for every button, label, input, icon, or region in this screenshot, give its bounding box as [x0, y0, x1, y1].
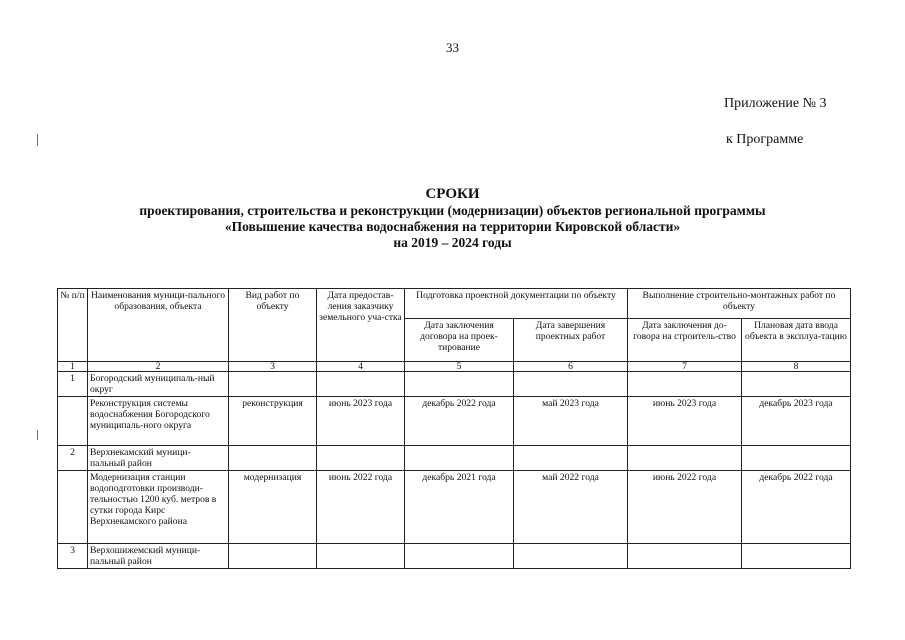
- program-label: к Программе: [726, 132, 804, 147]
- col-number: 6: [514, 362, 628, 372]
- col-number: 7: [628, 362, 742, 372]
- row-name: Верхнекамский муници-пальный район: [88, 446, 229, 471]
- row-build-contract: [628, 544, 742, 569]
- schedule-table: [57, 288, 851, 569]
- title-main: СРОКИ: [425, 186, 480, 202]
- table-row: [58, 397, 851, 446]
- row-build-commission: декабрь 2023 года: [742, 397, 851, 446]
- scan-speck: [37, 430, 38, 440]
- table-row: [58, 544, 851, 569]
- row-work-type: [229, 544, 317, 569]
- appendix-label: Приложение № 3: [724, 96, 827, 111]
- page-number: 33: [446, 40, 459, 55]
- col-number: 1: [58, 362, 88, 372]
- row-num: [58, 397, 88, 446]
- row-build-contract: [628, 446, 742, 471]
- row-num: 2: [58, 446, 88, 471]
- col-number: 4: [317, 362, 405, 372]
- header-work-type: Вид работ по объекту: [229, 289, 317, 362]
- row-design-contract: декабрь 2021 года: [405, 471, 514, 544]
- row-work-type: модернизация: [229, 471, 317, 544]
- row-name: Верхошижемский муници-пальный район: [88, 544, 229, 569]
- row-work-type: [229, 446, 317, 471]
- title-line-4: на 2019 – 2024 годы: [393, 235, 512, 250]
- title-line-2: проектирования, строительства и реконструкции (модернизации) объектов региональной программы: [139, 203, 766, 218]
- table-row: [58, 372, 851, 397]
- col-number: 3: [229, 362, 317, 372]
- row-work-type: [229, 372, 317, 397]
- header-name: Наименования муници-пального образования, объекта: [88, 289, 229, 362]
- header-build-commission: Плановая дата ввода объекта в эксплуа-тацию: [742, 318, 851, 361]
- row-design-end: [514, 446, 628, 471]
- row-design-end: [514, 372, 628, 397]
- col-number: 8: [742, 362, 851, 372]
- row-design-contract: [405, 446, 514, 471]
- row-build-commission: декабрь 2022 года: [742, 471, 851, 544]
- table-row: [58, 446, 851, 471]
- col-number: 5: [405, 362, 514, 372]
- row-num: 1: [58, 372, 88, 397]
- row-build-contract: [628, 372, 742, 397]
- row-design-end: май 2023 года: [514, 397, 628, 446]
- header-row: [58, 289, 851, 319]
- row-design-end: май 2022 года: [514, 471, 628, 544]
- row-design-contract: [405, 544, 514, 569]
- header-build-group: Выполнение строительно-монтажных работ по объекту: [628, 289, 851, 319]
- row-design-contract: [405, 372, 514, 397]
- row-land-date: [317, 372, 405, 397]
- row-design-contract: декабрь 2022 года: [405, 397, 514, 446]
- row-build-commission: [742, 544, 851, 569]
- header-build-contract: Дата заключения до-говора на строитель-ство: [628, 318, 742, 361]
- row-build-commission: [742, 446, 851, 471]
- header-design-group: Подготовка проектной документации по объекту: [405, 289, 628, 319]
- row-land-date: июнь 2023 года: [317, 397, 405, 446]
- row-land-date: [317, 446, 405, 471]
- header-land-date: Дата предостав-ления заказчику земельного уча-стка: [317, 289, 405, 362]
- row-design-end: [514, 544, 628, 569]
- row-name: Модернизация станции водоподготовки производи-тельностью 1200 куб. метров в сутки города Кирс Верхнекамского района: [88, 471, 229, 544]
- row-num: [58, 471, 88, 544]
- col-number: 2: [88, 362, 229, 372]
- row-name: Богородский муниципаль-ный округ: [88, 372, 229, 397]
- row-name: Реконструкция системы водоснабжения Богородского муниципаль-ного округа: [88, 397, 229, 446]
- header-design-contract: Дата заключения договора на проек-тирование: [405, 318, 514, 361]
- row-build-contract: июнь 2022 года: [628, 471, 742, 544]
- header-num: № п/п: [58, 289, 88, 362]
- row-work-type: реконструкция: [229, 397, 317, 446]
- row-build-commission: [742, 372, 851, 397]
- table-row: [58, 471, 851, 544]
- title-line-3: «Повышение качества водоснабжения на территории Кировской области»: [224, 219, 681, 234]
- row-num: 3: [58, 544, 88, 569]
- row-land-date: [317, 544, 405, 569]
- row-land-date: июнь 2022 года: [317, 471, 405, 544]
- document-title: [40, 186, 865, 251]
- header-design-end: Дата завершения проектных работ: [514, 318, 628, 361]
- scan-speck: [37, 134, 38, 146]
- row-build-contract: июнь 2023 года: [628, 397, 742, 446]
- column-number-row: [58, 362, 851, 372]
